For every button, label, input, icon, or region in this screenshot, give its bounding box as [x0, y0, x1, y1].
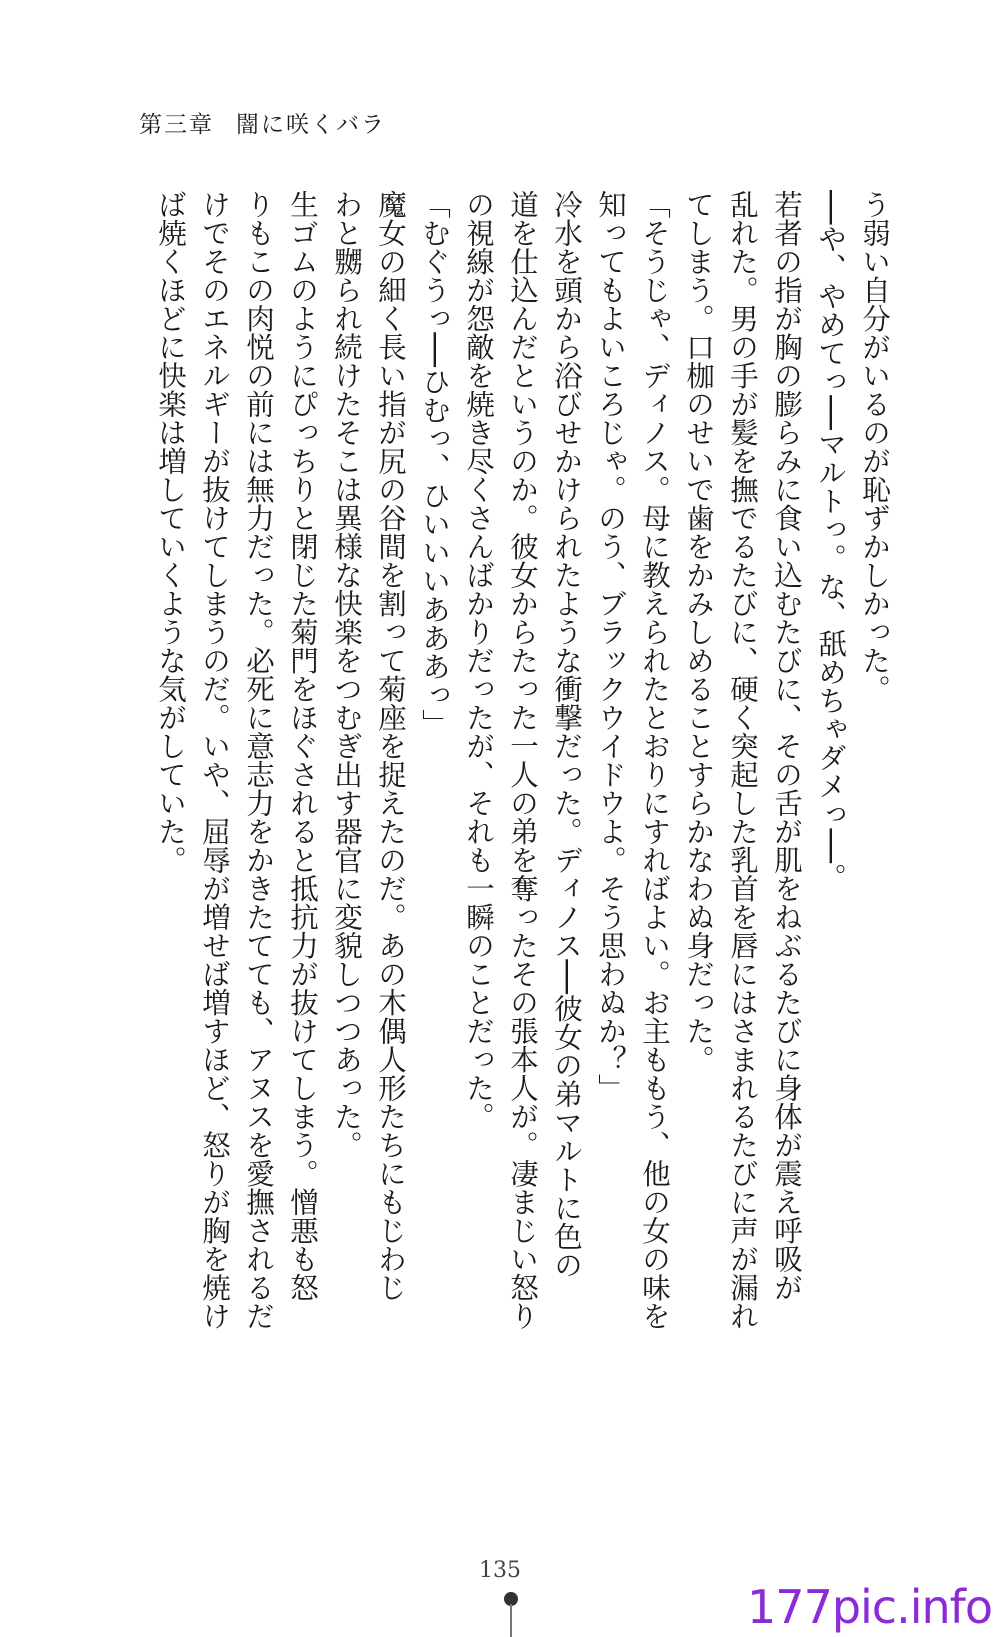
text-line: けでそのエネルギーが抜けてしまうのだ。いや、屈辱が増せば増すほど、怒りが胸を焼け — [198, 190, 231, 1330]
text-line: 冷水を頭から浴びせかけられたような衝撃だった。ディノス──彼女の弟マルトに色の — [550, 190, 583, 1279]
folio-stem — [510, 1604, 512, 1637]
folio-marker-icon — [504, 1592, 518, 1637]
text-line: の視線が怨敵を焼き尽くさんばかりだったが、それも一瞬のことだった。 — [462, 190, 495, 1131]
text-line: ──や、やめてっ──マルトっ。な、舐めちゃダメっ──。 — [814, 190, 847, 892]
text-line: 生ゴムのようにぴっちりと閉じた菊門をほぐされると抵抗力が抜けてしまう。憎悪も怒 — [286, 190, 319, 1302]
text-line: わと嬲られ続けたそこは異様な快楽をつむぎ出す器官に変貌しつつあった。 — [330, 190, 363, 1159]
text-line: う弱い自分がいるのが恥ずかしかった。 — [858, 190, 891, 703]
text-line: 「むぐうっ──ひむっ、ひいいいあああっ」 — [418, 190, 451, 738]
text-line: 乱れた。男の手が髪を撫でるたびに、硬く突起した乳首を唇にはさまれるたびに声が漏れ — [726, 190, 759, 1330]
chapter-number: 第三章 — [139, 112, 214, 138]
text-line: てしまう。口枷のせいで歯をかみしめることすらかなわぬ身だった。 — [682, 190, 715, 1074]
text-line: 魔女の細く長い指が尻の谷間を割って菊座を捉えたのだ。あの木偶人形たちにもじわじ — [374, 190, 407, 1302]
chapter-title: 闇に咲くバラ — [236, 112, 386, 138]
watermark: 177pic.info — [747, 1580, 992, 1634]
page-number: 135 — [479, 1558, 521, 1583]
text-line: 道を仕込んだというのか。彼女からたった一人の弟を奪ったその張本人が。凄まじい怒り — [506, 190, 539, 1330]
body-text — [148, 190, 896, 1355]
text-line: ば焼くほどに快楽は増していくような気がしていた。 — [154, 190, 187, 874]
text-line: りもこの肉悦の前には無力だった。必死に意志力をかきたてても、アヌスを愛撫されるだ — [242, 190, 275, 1330]
text-line: 「そうじゃ、ディノス。母に教えられたとおりにすればよい。お主ももう、他の女の味を — [638, 190, 671, 1330]
text-line: 知ってもよいころじゃ。のう、ブラックウイドウよ。そう思わぬか？」 — [594, 190, 627, 1102]
text-line: 若者の指が胸の膨らみに食い込むたびに、その舌が肌をねぶるたびに身体が震え呼吸が — [770, 190, 803, 1302]
running-head — [139, 106, 386, 139]
